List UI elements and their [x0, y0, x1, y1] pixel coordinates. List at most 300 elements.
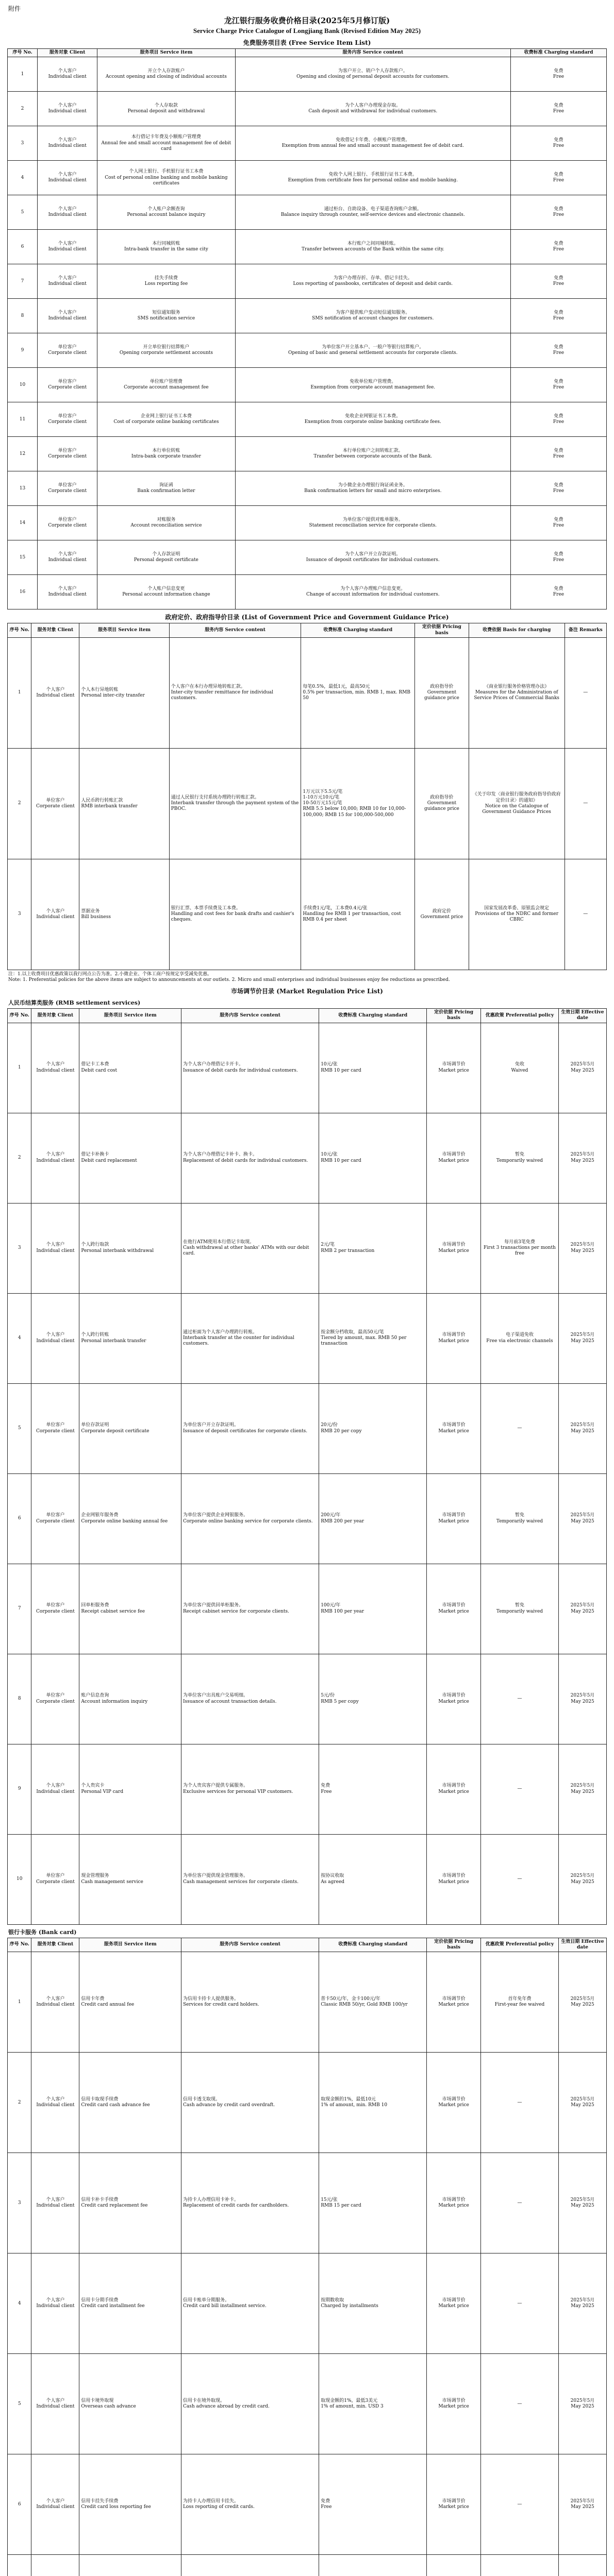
table-cell: 政府指导价 Government guidance price [415, 748, 469, 859]
table-cell: 本行借记卡年费及小额账户管理费 Annual fee and small account management fee of debit card [97, 126, 235, 161]
table-cell: 5 [8, 195, 38, 230]
table-cell: 为客户提供账户变动短信通知服务。 SMS notification of account changes for customers. [235, 299, 511, 333]
table-cell: 市场调节价 Market price [427, 1203, 481, 1293]
table-cell: 个人账户信息变更 Personal account information change [97, 575, 235, 609]
table-cell: 通过柜面为个人客户办理跨行转账。 Interbank transfer at the counter for individual customers. [181, 1293, 319, 1383]
market-table-header [8, 1009, 607, 1023]
table-cell: 企业网银年服务费 Corporate online banking annual fee [79, 1473, 181, 1564]
table-cell: 个人客户 Individual client [31, 2454, 79, 2555]
table-cell: 12 [8, 437, 38, 471]
table-cell: 企业网上银行证书工本费 Cost of corporate online banking certificates [97, 402, 235, 437]
table-cell: 免收个人网上银行、手机银行证书工本费。 Exemption from certificate fees for personal online and mobile banking. [235, 161, 511, 195]
table-cell: 单位客户 Corporate client [31, 1564, 79, 1654]
market-subtitle: 人民币结算类服务 (RMB settlement services) [8, 999, 141, 1007]
table-cell: 个人客户在本行办理异地转账汇款。 Inter-city transfer remittance for individual customers. [169, 637, 301, 748]
table-cell: 本行单位账户之间转账汇款。 Transfer between corporate accounts of the Bank. [235, 437, 511, 471]
table-cell: 市场调节价 Market price [427, 2053, 481, 2153]
table-cell: 个人客户 Individual client [38, 161, 97, 195]
table-row [8, 2454, 607, 2555]
table-cell: — [480, 1383, 558, 1473]
table-row [8, 1113, 607, 1203]
table-cell: 免费 Free [511, 437, 607, 471]
table-cell: 8 [8, 1654, 31, 1744]
table-cell: 6 [8, 230, 38, 264]
table-cell: — [565, 637, 606, 748]
table-cell: 2025年5月 May 2025 [558, 2354, 606, 2454]
table-cell: 信用卡境外取现 Overseas cash advance [79, 2354, 181, 2454]
column-header: 优惠政策 Preferential policy [480, 1009, 558, 1023]
table-cell: 4 [8, 2253, 31, 2354]
bank-card-table [7, 1938, 607, 2576]
table-cell: 2025年5月 May 2025 [558, 1473, 606, 1564]
table-row [8, 299, 607, 333]
table-cell: — [565, 748, 606, 859]
table-row [8, 2253, 607, 2354]
table-cell: 取现金额的1%，最低3美元 1% of amount, min. USD 3 [319, 2354, 427, 2454]
table-cell: 单位客户 Corporate client [38, 506, 97, 540]
table-cell: 1 [8, 637, 31, 748]
table-cell: 5 [8, 1383, 31, 1473]
table-cell: 个人客户 Individual client [31, 2153, 79, 2253]
table-cell: 个人客户 Individual client [38, 575, 97, 609]
table-cell: 为小微企业办理银行询证函业务。 Bank confirmation letters for small and micro enterprises. [235, 471, 511, 506]
column-header: 服务项目 Service item [97, 49, 235, 57]
table-row [8, 637, 607, 748]
table-cell: 国家发展改革委、原银监会规定 Provisions of the NDRC and former CBRC [469, 859, 565, 970]
table-cell: 手续费1元/笔，工本费0.4元/张 Handling fee RMB 1 per transaction, cost RMB 0.4 per sheet [301, 859, 415, 970]
annex-label: 附件 [8, 5, 21, 12]
table-cell: 免费 Free [511, 92, 607, 126]
column-header: 服务对象 Client [31, 1009, 79, 1023]
table-cell: 信用卡透支取现。 Cash advance by credit card overdraft. [181, 2053, 319, 2153]
table-cell: 市场调节价 Market price [427, 2253, 481, 2354]
table-cell: 政府指导价 Government guidance price [415, 637, 469, 748]
table-row [8, 2354, 607, 2454]
table-cell: 免费 Free [511, 161, 607, 195]
table-cell: 现金管理服务 Cash management service [79, 1834, 181, 1924]
table-cell: 个人客户 Individual client [31, 2053, 79, 2153]
table-row [8, 333, 607, 368]
table-cell: 为单位客户提供回单柜服务。 Receipt cabinet service for corporate clients. [181, 1564, 319, 1654]
table-cell: 单位存款证明 Corporate deposit certificate [79, 1383, 181, 1473]
market-section-title: 市场调节价目录 (Market Regulation Price List) [231, 988, 383, 995]
table-cell: 市场调节价 Market price [427, 1383, 481, 1473]
table-cell: 单位账户管理费 Corporate account management fee [97, 368, 235, 402]
table-cell: 20元/份 RMB 20 per copy [319, 1383, 427, 1473]
card-table-header [8, 1938, 607, 1952]
table-row [8, 402, 607, 437]
column-header: 服务内容 Service content [181, 1009, 319, 1023]
table-cell: 暂免 Temporarily waived [480, 1473, 558, 1564]
table-cell: 市场调节价 Market price [427, 1744, 481, 1834]
table-cell: 按期数收取 Charged by installments [319, 2253, 427, 2354]
table-cell: 普卡50元/年，金卡100元/年 Classic RMB 50/yr, Gold RMB 100/yr [319, 1952, 427, 2053]
table-cell: 个人客户 Individual client [31, 1293, 79, 1383]
table-cell: 个人客户 Individual client [31, 859, 79, 970]
table-row [8, 1293, 607, 1383]
table-cell: 市场调节价 Market price [427, 1564, 481, 1654]
government-price-table [7, 623, 607, 970]
table-cell: 免费 Free [511, 575, 607, 609]
table-cell: 本行单位转账 Intra-bank corporate transfer [97, 437, 235, 471]
table-cell: 7 [8, 1564, 31, 1654]
table-row [8, 437, 607, 471]
table-cell: 按协议收取 As agreed [319, 1834, 427, 1924]
table-cell: 2025年5月 May 2025 [558, 1564, 606, 1654]
table-cell: 免收 Waived [480, 1023, 558, 1113]
table-cell: 在他行ATM使用本行借记卡取现。 Cash withdrawal at other banks' ATMs with our debit card. [181, 1203, 319, 1293]
table-cell: 暂免 Temporarily waived [480, 1113, 558, 1203]
table-row [8, 230, 607, 264]
column-header: 定价依据 Pricing basis [415, 623, 469, 638]
table-cell: 免费 Free [511, 368, 607, 402]
table-cell: 2 [8, 2053, 31, 2153]
table-cell: 个人客户 Individual client [31, 2253, 79, 2354]
table-cell [427, 2555, 481, 2576]
table-cell: 为单位客户开立存款证明。 Issuance of deposit certificates for corporate clients. [181, 1383, 319, 1473]
table-cell: 8 [8, 299, 38, 333]
free-service-table [7, 48, 607, 609]
table-cell: 市场调节价 Market price [427, 1952, 481, 2053]
column-header: 收费标准 Charging standard [301, 623, 415, 638]
table-cell: 个人客户 Individual client [31, 1023, 79, 1113]
table-cell: 3 [8, 2153, 31, 2253]
table-cell: 100元/年 RMB 100 per year [319, 1564, 427, 1654]
table-cell: 个人客户 Individual client [31, 1203, 79, 1293]
column-header: 收费标准 Charging standard [511, 49, 607, 57]
table-cell: 免收单位账户管理费。 Exemption from corporate account management fee. [235, 368, 511, 402]
column-header: 序号 No. [8, 49, 38, 57]
table-cell: 免费 Free [511, 264, 607, 299]
table-cell [8, 2555, 31, 2576]
table-row [8, 368, 607, 402]
table-cell: 6 [8, 2454, 31, 2555]
table-row [8, 1023, 607, 1113]
table-row [8, 195, 607, 230]
market-price-table [7, 1008, 607, 1925]
table-cell: 6 [8, 1473, 31, 1564]
column-header: 服务内容 Service content [169, 623, 301, 638]
table-cell: 市场调节价 Market price [427, 1473, 481, 1564]
table-cell: 首年免年费 First-year fee waived [480, 1952, 558, 2053]
table-cell: 4 [8, 161, 38, 195]
table-cell: — [565, 859, 606, 970]
table-row [8, 2555, 607, 2576]
column-header: 定价依据 Pricing basis [427, 1009, 481, 1023]
table-cell: 个人客户 Individual client [31, 1744, 79, 1834]
table-row [8, 540, 607, 575]
table-cell: 2025年5月 May 2025 [558, 1023, 606, 1113]
table-cell: 市场调节价 Market price [427, 1293, 481, 1383]
table-cell: 免费 Free [511, 506, 607, 540]
table-cell: 个人客户 Individual client [38, 299, 97, 333]
table-cell: 短信通知服务 SMS notification service [97, 299, 235, 333]
table-cell: 200元/年 RMB 200 per year [319, 1473, 427, 1564]
table-cell: 为个人客户办理现金存取。 Cash deposit and withdrawal for individual customers. [235, 92, 511, 126]
table-cell: 1 [8, 1952, 31, 2053]
column-header: 序号 No. [8, 1938, 31, 1952]
table-cell: 个人客户 Individual client [31, 637, 79, 748]
table-cell: 个人客户 Individual client [38, 57, 97, 92]
table-cell: — [480, 1834, 558, 1924]
table-row [8, 859, 607, 970]
table-cell: 为个人贵宾客户提供专属服务。 Exclusive services for personal VIP customers. [181, 1744, 319, 1834]
table-cell [79, 2555, 181, 2576]
table-cell: 单位客户 Corporate client [38, 437, 97, 471]
table-cell: 2025年5月 May 2025 [558, 2053, 606, 2153]
column-header: 服务内容 Service content [181, 1938, 319, 1952]
column-header: 定价依据 Pricing basis [427, 1938, 481, 1952]
table-row [8, 264, 607, 299]
table-cell: 为个人客户办理借记卡开卡。 Issuance of debit cards for individual customers. [181, 1023, 319, 1113]
table-cell: 个人跨行取款 Personal interbank withdrawal [79, 1203, 181, 1293]
table-cell: 为单位客户开立基本户、一般户等银行结算账户。 Opening of basic and general settlement accounts for corporate clients. [235, 333, 511, 368]
table-cell: 市场调节价 Market price [427, 1113, 481, 1203]
table-cell: 对账服务 Account reconciliation service [97, 506, 235, 540]
table-cell: 2025年5月 May 2025 [558, 2153, 606, 2253]
table-row [8, 161, 607, 195]
table-cell: 免费 Free [511, 299, 607, 333]
table-cell: 单位客户 Corporate client [31, 1383, 79, 1473]
table-cell: 16 [8, 575, 38, 609]
market-table-body [8, 1023, 607, 1924]
table-cell: 市场调节价 Market price [427, 1023, 481, 1113]
gov-table-header [8, 623, 607, 638]
table-cell: 市场调节价 Market price [427, 2354, 481, 2454]
table-cell: 10元/张 RMB 10 per card [319, 1113, 427, 1203]
table-cell: 为客户开立、销户个人存款账户。 Opening and closing of personal deposit accounts for customers. [235, 57, 511, 92]
table-cell: — [480, 2454, 558, 2555]
table-cell: 个人客户 Individual client [38, 195, 97, 230]
table-cell: 9 [8, 333, 38, 368]
free-table-body [8, 57, 607, 609]
table-cell: 10 [8, 368, 38, 402]
table-cell: 免费 Free [319, 2454, 427, 2555]
column-header: 服务对象 Client [31, 623, 79, 638]
table-cell: 市场调节价 Market price [427, 1654, 481, 1744]
table-cell: 9 [8, 1744, 31, 1834]
table-cell: 市场调节价 Market price [427, 2454, 481, 2555]
table-cell: 2025年5月 May 2025 [558, 1383, 606, 1473]
table-cell: 1万元以下5.5元/笔 1-10万元10元/笔 10-50万元15元/笔 RMB 5.5 below 10,000; RMB 10 for 10,000-100,000; RMB 15 for 100,000-500,000 [301, 748, 415, 859]
table-row [8, 506, 607, 540]
table-cell: 信用卡分期手续费 Credit card installment fee [79, 2253, 181, 2354]
table-cell: 免费 Free [511, 402, 607, 437]
table-row [8, 2153, 607, 2253]
free-table-header [8, 49, 607, 57]
table-cell: 《关于印发〈商业银行服务政府指导价政府定价目录〉的通知》 Notice on the Catalogue of Government Guidance Prices [469, 748, 565, 859]
table-cell: 2025年5月 May 2025 [558, 1654, 606, 1744]
table-cell [31, 2555, 79, 2576]
column-header: 生效日期 Effective date [558, 1009, 606, 1023]
table-row [8, 1952, 607, 2053]
title-chinese: 龙江银行服务收费价格目录(2025年5月修订版) [224, 16, 390, 25]
table-cell: 10 [8, 1834, 31, 1924]
table-cell: 个人客户 Individual client [31, 1113, 79, 1203]
table-cell: 15 [8, 540, 38, 575]
table-cell: 2025年5月 May 2025 [558, 2253, 606, 2354]
table-cell: 免费 Free [511, 540, 607, 575]
table-cell: 免费 Free [511, 471, 607, 506]
column-header: 生效日期 Effective date [558, 1938, 606, 1952]
table-cell: 单位客户 Corporate client [31, 1473, 79, 1564]
table-cell: 10元/张 RMB 10 per card [319, 1023, 427, 1113]
table-cell: 个人跨行转账 Personal interbank transfer [79, 1293, 181, 1383]
table-cell: 开立单位银行结算账户 Opening corporate settlement accounts [97, 333, 235, 368]
table-cell [319, 2555, 427, 2576]
table-cell: 为单位客户提供对账单服务。 Statement reconciliation service for corporate clients. [235, 506, 511, 540]
table-cell: 询证函 Bank confirmation letter [97, 471, 235, 506]
column-header: 收费标准 Charging standard [319, 1009, 427, 1023]
table-cell [558, 2555, 606, 2576]
table-cell: 免费 Free [511, 230, 607, 264]
column-header: 服务项目 Service item [79, 1938, 181, 1952]
table-cell: 免费 Free [511, 57, 607, 92]
table-cell: 2 [8, 748, 31, 859]
table-cell: 2025年5月 May 2025 [558, 2454, 606, 2555]
table-cell: 为客户办理存折、存单、借记卡挂失。 Loss reporting of passbooks, certificates of deposit and debit cards. [235, 264, 511, 299]
gov-note: 注：1.以上收费项目优惠政策以我行网点公告为准。2.小微企业、个体工商户按规定享受减免优惠。 Note: 1. Preferential policies for the above items are subject to announcements at our outlets. 2. Micro and small enterprises and individual businesses enjoy fee reductions as prescribed. [8, 971, 450, 983]
table-cell: 单位客户 Corporate client [31, 1834, 79, 1924]
table-cell: 2025年5月 May 2025 [558, 1952, 606, 2053]
table-cell: — [480, 2153, 558, 2253]
title-english: Service Charge Price Catalogue of Longjiang Bank (Revised Edition May 2025) [193, 27, 421, 35]
table-cell: 单位客户 Corporate client [38, 402, 97, 437]
table-cell: 免费 Free [511, 126, 607, 161]
gov-section-title: 政府定价、政府指导价目录 (List of Government Price and Government Guidance Price) [165, 614, 449, 621]
table-cell: 信用卡挂失手续费 Credit card loss reporting fee [79, 2454, 181, 2555]
table-cell: 13 [8, 471, 38, 506]
column-header: 序号 No. [8, 1009, 31, 1023]
column-header: 服务对象 Client [38, 49, 97, 57]
table-cell: 5 [8, 2354, 31, 2454]
table-cell: 2025年5月 May 2025 [558, 1834, 606, 1924]
table-cell: 个人存取款 Personal deposit and withdrawal [97, 92, 235, 126]
table-cell: — [480, 1654, 558, 1744]
table-cell: 3 [8, 1203, 31, 1293]
column-header: 服务对象 Client [31, 1938, 79, 1952]
column-header: 序号 No. [8, 623, 31, 638]
table-cell: 个人账户余额查询 Personal account balance inquiry [97, 195, 235, 230]
table-cell: 按金额分档收取，最高50元/笔 Tiered by amount, max. RMB 50 per transaction [319, 1293, 427, 1383]
card-table-body [8, 1952, 607, 2576]
table-cell: 个人贵宾卡 Personal VIP card [79, 1744, 181, 1834]
table-cell: 市场调节价 Market price [427, 1834, 481, 1924]
table-row [8, 1473, 607, 1564]
table-cell: 3 [8, 126, 38, 161]
table-row [8, 2053, 607, 2153]
table-cell: 个人客户 Individual client [38, 264, 97, 299]
table-cell: 取现金额的1%，最低10元 1% of amount, min. RMB 10 [319, 2053, 427, 2153]
table-row [8, 575, 607, 609]
table-cell: 单位客户 Corporate client [38, 471, 97, 506]
table-cell: 个人存款证明 Personal deposit certificate [97, 540, 235, 575]
table-cell: 单位客户 Corporate client [31, 1654, 79, 1744]
table-cell: 本行账户之间同城转账。 Transfer between accounts of the Bank within the same city. [235, 230, 511, 264]
table-cell: 免收借记卡年费、小额账户管理费。 Exemption from annual fee and small account management fee of debit card. [235, 126, 511, 161]
table-cell: 个人客户 Individual client [38, 126, 97, 161]
table-cell: 市场调节价 Market price [427, 2153, 481, 2253]
table-row [8, 1203, 607, 1293]
table-cell: — [480, 2354, 558, 2454]
table-cell: 为持卡人办理信用卡补卡。 Replacement of credit cards for cardholders. [181, 2153, 319, 2253]
table-cell: 暂免 Temporarily waived [480, 1564, 558, 1654]
table-row [8, 1744, 607, 1834]
table-cell: 回单柜服务费 Receipt cabinet service fee [79, 1564, 181, 1654]
table-row [8, 748, 607, 859]
table-cell: 单位客户 Corporate client [31, 748, 79, 859]
table-cell: 个人网上银行、手机银行证书工本费 Cost of personal online banking and mobile banking certificates [97, 161, 235, 195]
table-cell: — [480, 1744, 558, 1834]
free-section-title: 免费服务项目表 (Free Service Item List) [243, 39, 371, 46]
table-row [8, 1834, 607, 1924]
table-cell: — [480, 2053, 558, 2153]
table-cell: 2 [8, 1113, 31, 1203]
table-cell: 借记卡补换卡 Debit card replacement [79, 1113, 181, 1203]
table-cell: 账户信息查询 Account information inquiry [79, 1654, 181, 1744]
table-cell: 2 [8, 92, 38, 126]
table-row [8, 1564, 607, 1654]
table-row [8, 1383, 607, 1473]
table-cell: 单位客户 Corporate client [38, 333, 97, 368]
gov-table-body [8, 637, 607, 970]
table-cell: 开立个人存款账户 Account opening and closing of individual accounts [97, 57, 235, 92]
table-cell: 14 [8, 506, 38, 540]
table-cell: 个人客户 Individual client [38, 540, 97, 575]
table-cell: 为持卡人办理信用卡挂失。 Loss reporting of credit cards. [181, 2454, 319, 2555]
table-row [8, 126, 607, 161]
table-row [8, 57, 607, 92]
table-cell: 为个人客户办理账户信息变更。 Change of account information for individual customers. [235, 575, 511, 609]
table-cell: 为单位客户出具账户交易明细。 Issuance of account transaction details. [181, 1654, 319, 1744]
table-cell: 15元/张 RMB 15 per card [319, 2153, 427, 2253]
column-header: 服务内容 Service content [235, 49, 511, 57]
table-cell: 借记卡工本费 Debit card cost [79, 1023, 181, 1113]
table-cell: 2025年5月 May 2025 [558, 1113, 606, 1203]
table-cell: 个人客户 Individual client [31, 2354, 79, 2454]
table-cell: 票据业务 Bill business [79, 859, 169, 970]
table-cell: 通过柜台、自助设备、电子渠道查询账户余额。 Balance inquiry through counter, self-service devices and electronic channels. [235, 195, 511, 230]
column-header: 备注 Remarks [565, 623, 606, 638]
table-cell: 为信用卡持卡人提供服务。 Services for credit card holders. [181, 1952, 319, 2053]
column-header: 服务项目 Service item [79, 623, 169, 638]
table-cell: 信用卡取现手续费 Credit card cash advance fee [79, 2053, 181, 2153]
table-cell: 通过人民银行支付系统办理跨行转账汇款。 Interbank transfer through the payment system of the PBOC. [169, 748, 301, 859]
table-cell: 信用卡账单分期服务。 Credit card bill installment service. [181, 2253, 319, 2354]
table-cell: 2025年5月 May 2025 [558, 1744, 606, 1834]
table-cell: 免费 Free [511, 195, 607, 230]
table-cell: 为单位客户提供企业网银服务。 Corporate online banking service for corporate clients. [181, 1473, 319, 1564]
table-cell: — [480, 2253, 558, 2354]
table-cell: 每月前3笔免费 First 3 transactions per month free [480, 1203, 558, 1293]
table-cell: 信用卡在境外取现。 Cash advance abroad by credit card. [181, 2354, 319, 2454]
column-header: 优惠政策 Preferential policy [480, 1938, 558, 1952]
table-cell: 2元/笔 RMB 2 per transaction [319, 1203, 427, 1293]
table-cell: 个人客户 Individual client [38, 92, 97, 126]
table-cell: 为单位客户提供现金管理服务。 Cash management services for corporate clients. [181, 1834, 319, 1924]
table-cell: 人民币跨行转账汇款 RMB interbank transfer [79, 748, 169, 859]
column-header: 收费依据 Basis for charging [469, 623, 565, 638]
table-row [8, 471, 607, 506]
table-cell: 个人本行异地转账 Personal inter-city transfer [79, 637, 169, 748]
table-cell: 5元/份 RMB 5 per copy [319, 1654, 427, 1744]
table-row [8, 1654, 607, 1744]
table-cell: 3 [8, 859, 31, 970]
table-cell: 银行汇票、本票手续费及工本费。 Handling and cost fees for bank drafts and cashier's cheques. [169, 859, 301, 970]
table-cell: 个人客户 Individual client [31, 1952, 79, 2053]
table-cell: 11 [8, 402, 38, 437]
column-header: 服务项目 Service item [79, 1009, 181, 1023]
